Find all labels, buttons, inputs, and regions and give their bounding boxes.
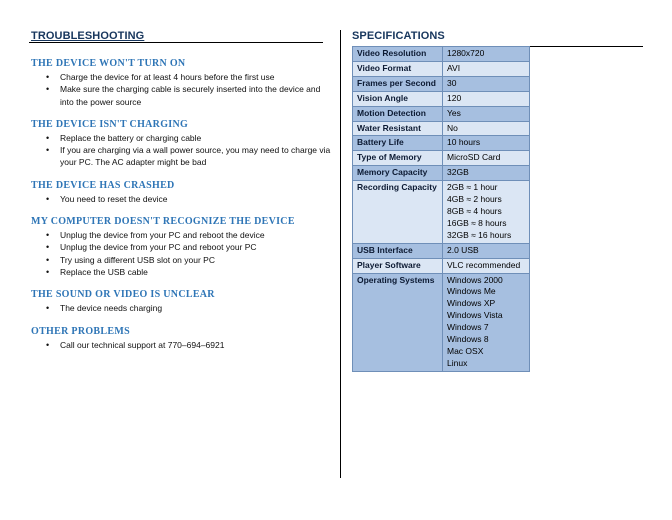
spec-value-line: 8GB ≈ 4 hours (447, 205, 502, 216)
spec-value-line: 1280x720 (447, 48, 485, 58)
section-title: OTHER PROBLEMS (31, 325, 130, 337)
spec-key: Type of Memory (353, 151, 443, 166)
troubleshooting-section (31, 288, 331, 314)
list-item: • Replace the USB cable (60, 266, 331, 278)
spec-value (443, 136, 530, 151)
spec-value-line: 2GB ≈ 1 hour (447, 182, 498, 193)
troubleshooting-section (31, 325, 331, 351)
spec-value-line: Windows 7 (447, 322, 489, 333)
table-row (353, 181, 530, 244)
spec-key: Recording Capacity (353, 181, 443, 244)
spec-value-line: Windows 2000 (447, 274, 503, 285)
spec-value-line: Windows Me (447, 286, 496, 297)
spec-key: Battery Life (353, 136, 443, 151)
table-row (353, 258, 530, 273)
section-list (31, 229, 331, 278)
spec-value-line: 4GB ≈ 2 hours (447, 194, 502, 205)
troubleshooting-section (31, 118, 331, 169)
list-item: • You need to reset the device (60, 193, 331, 205)
spec-value-line: VLC recommended (447, 259, 521, 270)
troubleshooting-section (31, 57, 331, 108)
spec-key: Motion Detection (353, 106, 443, 121)
spec-value (443, 61, 530, 76)
table-row (353, 151, 530, 166)
spec-value (443, 91, 530, 106)
spec-key: Video Format (353, 61, 443, 76)
list-item: • Unplug the device from your PC and reboot the device (60, 229, 331, 241)
table-row (353, 106, 530, 121)
table-row (353, 273, 530, 371)
spec-value (443, 47, 530, 62)
spec-key: Player Software (353, 258, 443, 273)
section-title: THE DEVICE HAS CRASHED (31, 179, 175, 191)
table-row (353, 243, 530, 258)
spec-value-line: 30 (447, 77, 457, 88)
spec-value-line: Windows 8 (447, 334, 489, 345)
list-item: • Replace the battery or charging cable (60, 132, 331, 144)
spec-value (443, 243, 530, 258)
spec-value-line: Mac OSX (447, 345, 484, 356)
section-title: MY COMPUTER DOESN'T RECOGNIZE THE DEVICE (31, 216, 295, 228)
section-list (31, 132, 331, 169)
spec-value-line: 2.0 USB (447, 244, 479, 255)
spec-value (443, 151, 530, 166)
section-title: THE DEVICE WON'T TURN ON (31, 58, 186, 69)
list-item: • Unplug the device from your PC and reboot your PC (60, 241, 331, 253)
table-row (353, 61, 530, 76)
spec-value-line: MicroSD Card (447, 152, 501, 163)
specifications-column (352, 30, 532, 372)
section-list (31, 302, 331, 314)
spec-value (443, 166, 530, 181)
troubleshooting-column (31, 30, 331, 361)
spec-key: Memory Capacity (353, 166, 443, 181)
spec-value-line: AVI (447, 62, 461, 73)
specifications-table (352, 46, 530, 372)
table-row (353, 166, 530, 181)
spec-value-line: 10 hours (447, 137, 481, 148)
spec-value-line: Yes (447, 107, 461, 118)
spec-key: Video Resolution (353, 47, 443, 62)
troubleshooting-heading: TROUBLESHOOTING (31, 30, 145, 42)
spec-value (443, 106, 530, 121)
spec-value (443, 258, 530, 273)
section-title: THE SOUND OR VIDEO IS UNCLEAR (31, 289, 215, 301)
section-title: THE DEVICE ISN'T CHARGING (31, 118, 189, 130)
spec-value-line: 32GB (447, 167, 469, 178)
list-item: • Charge the device for at least 4 hours before the first use (60, 71, 331, 83)
spec-key: Frames per Second (353, 76, 443, 91)
table-row (353, 121, 530, 136)
list-item: • Call our technical support at 770–694–6921 (60, 339, 331, 351)
spec-value-line: Windows XP (447, 298, 496, 309)
troubleshooting-section (31, 179, 331, 205)
specifications-heading: SPECIFICATIONS (352, 30, 445, 42)
table-row (353, 136, 530, 151)
troubleshooting-section (31, 215, 331, 278)
spec-value (443, 181, 530, 244)
spec-value-line: No (447, 122, 458, 133)
table-row (353, 47, 530, 62)
spec-value (443, 273, 530, 371)
spec-key: Vision Angle (353, 91, 443, 106)
spec-key: Water Resistant (353, 121, 443, 136)
list-item: • Try using a different USB slot on your PC (60, 254, 331, 266)
section-list (31, 193, 331, 205)
spec-key: USB Interface (353, 243, 443, 258)
spec-value-line: 120 (447, 92, 462, 103)
list-item: • Make sure the charging cable is securely inserted into the device and into the power source (60, 83, 331, 108)
spec-value-line: Linux (447, 357, 468, 368)
table-row (353, 91, 530, 106)
list-item: • If you are charging via a wall power source, you may need to charge via your PC. The AC adapter might be bad (60, 144, 331, 169)
spec-value (443, 76, 530, 91)
section-list (31, 339, 331, 351)
spec-key: Operating Systems (353, 273, 443, 371)
troubleshooting-sections (31, 57, 331, 351)
spec-value-line: 32GB ≈ 16 hours (447, 229, 512, 240)
section-list (31, 71, 331, 108)
spec-value (443, 121, 530, 136)
spec-value-line: 16GB ≈ 8 hours (447, 217, 507, 228)
spec-value-line: Windows Vista (447, 310, 503, 321)
table-row (353, 76, 530, 91)
list-item: • The device needs charging (60, 302, 331, 314)
column-divider (340, 30, 341, 478)
specifications-rule (529, 46, 643, 47)
